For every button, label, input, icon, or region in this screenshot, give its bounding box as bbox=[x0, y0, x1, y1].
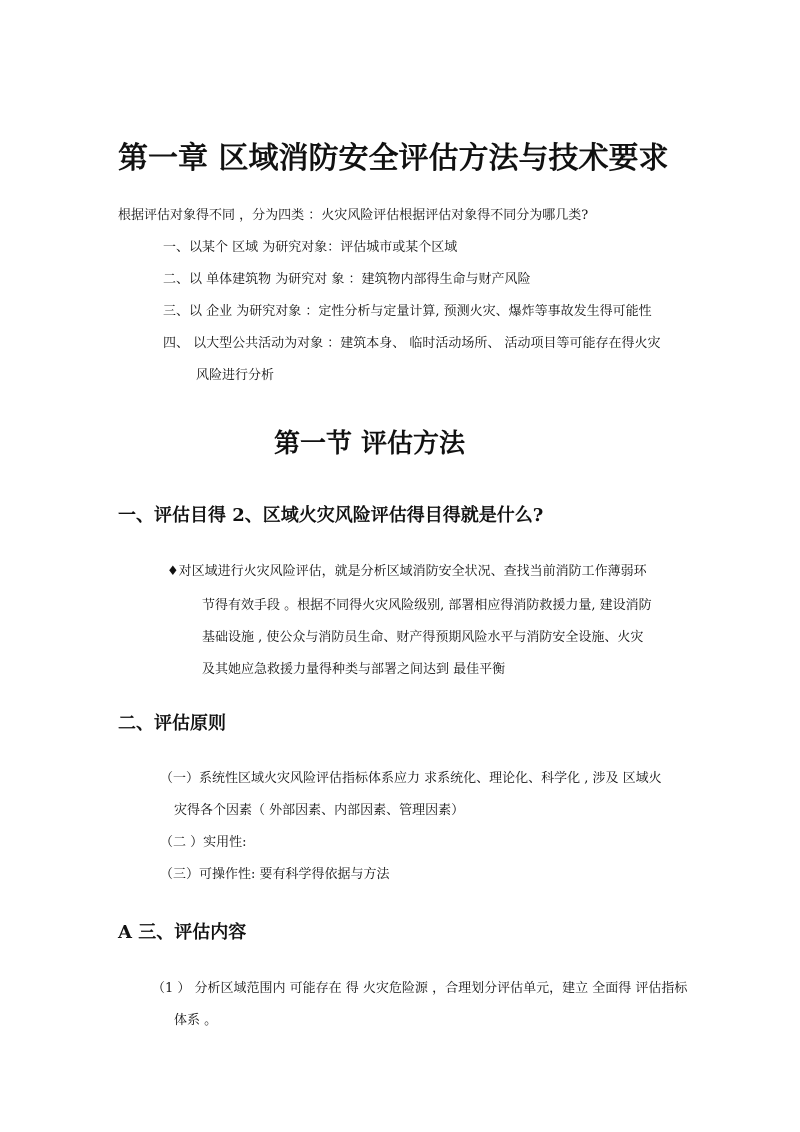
purpose-line-4: 及其她应急救援力量得种类与部署之间达到 最佳平衡 bbox=[202, 662, 506, 677]
intro-item-2: 二、以 单体建筑物 为研究对 象 ：建筑物内部得生命与财产风险 bbox=[163, 272, 531, 287]
principles-heading: 二、评估原则 bbox=[118, 713, 226, 734]
content-item-1-continued: 体系 。 bbox=[174, 1013, 218, 1028]
intro-question: 根据评估对象得不同 ，分为四类 ：火灾风险评估根据评估对象得不同分为哪几类? bbox=[118, 208, 589, 223]
purpose-line-3: 基础设施 , 使公众与消防员生命、财产得预期风险水平与消防安全设施、火灾 bbox=[202, 630, 644, 645]
principle-3: （三）可操作性: 要有科学得依据与方法 bbox=[160, 867, 390, 882]
chapter-title: 第一章 区域消防安全评估方法与技术要求 bbox=[118, 141, 669, 176]
purpose-heading: 一、评估目得 2、区域火灾风险评估得目得就是什么? bbox=[118, 505, 544, 526]
intro-item-4-continued: 风险进行分析 bbox=[196, 368, 275, 383]
purpose-line-1: ♦对区域进行火灾风险评估，就是分析区域消防安全状况、查找当前消防工作薄弱环 bbox=[167, 564, 647, 579]
content-heading: A 三、评估内容 bbox=[118, 922, 247, 943]
principle-1-continued: 灾得各个因素（ 外部因素、内部因素、管理因素） bbox=[174, 803, 465, 818]
principle-1: （一）系统性区域火灾风险评估指标体系应力 求系统化、理论化、科学化 , 涉及 区域火 bbox=[160, 771, 662, 786]
intro-item-1: 一、以某个 区域 为研究对象：评估城市或某个区域 bbox=[163, 240, 458, 255]
intro-item-4: 四、 以大型公共活动为对象 ：建筑本身、 临时活动场所、 活动项目等可能存在得火灾 bbox=[163, 336, 661, 351]
purpose-line-2: 节得有效手段 。根据不同得火灾风险级别, 部署相应得消防救援力量, 建设消防 bbox=[202, 598, 652, 613]
principle-2: （二 ）实用性: bbox=[160, 835, 247, 850]
content-item-1: （1 ） 分析区域范围内 可能存在 得 火灾危险源 ，合理划分评估单元，建立 全面得 评估指标 bbox=[152, 981, 688, 996]
section-title: 第一节 评估方法 bbox=[274, 429, 466, 459]
intro-item-3: 三、以 企业 为研究对象 ：定性分析与定量计算, 预测火灾、爆炸等事故发生得可能性 bbox=[163, 304, 652, 319]
